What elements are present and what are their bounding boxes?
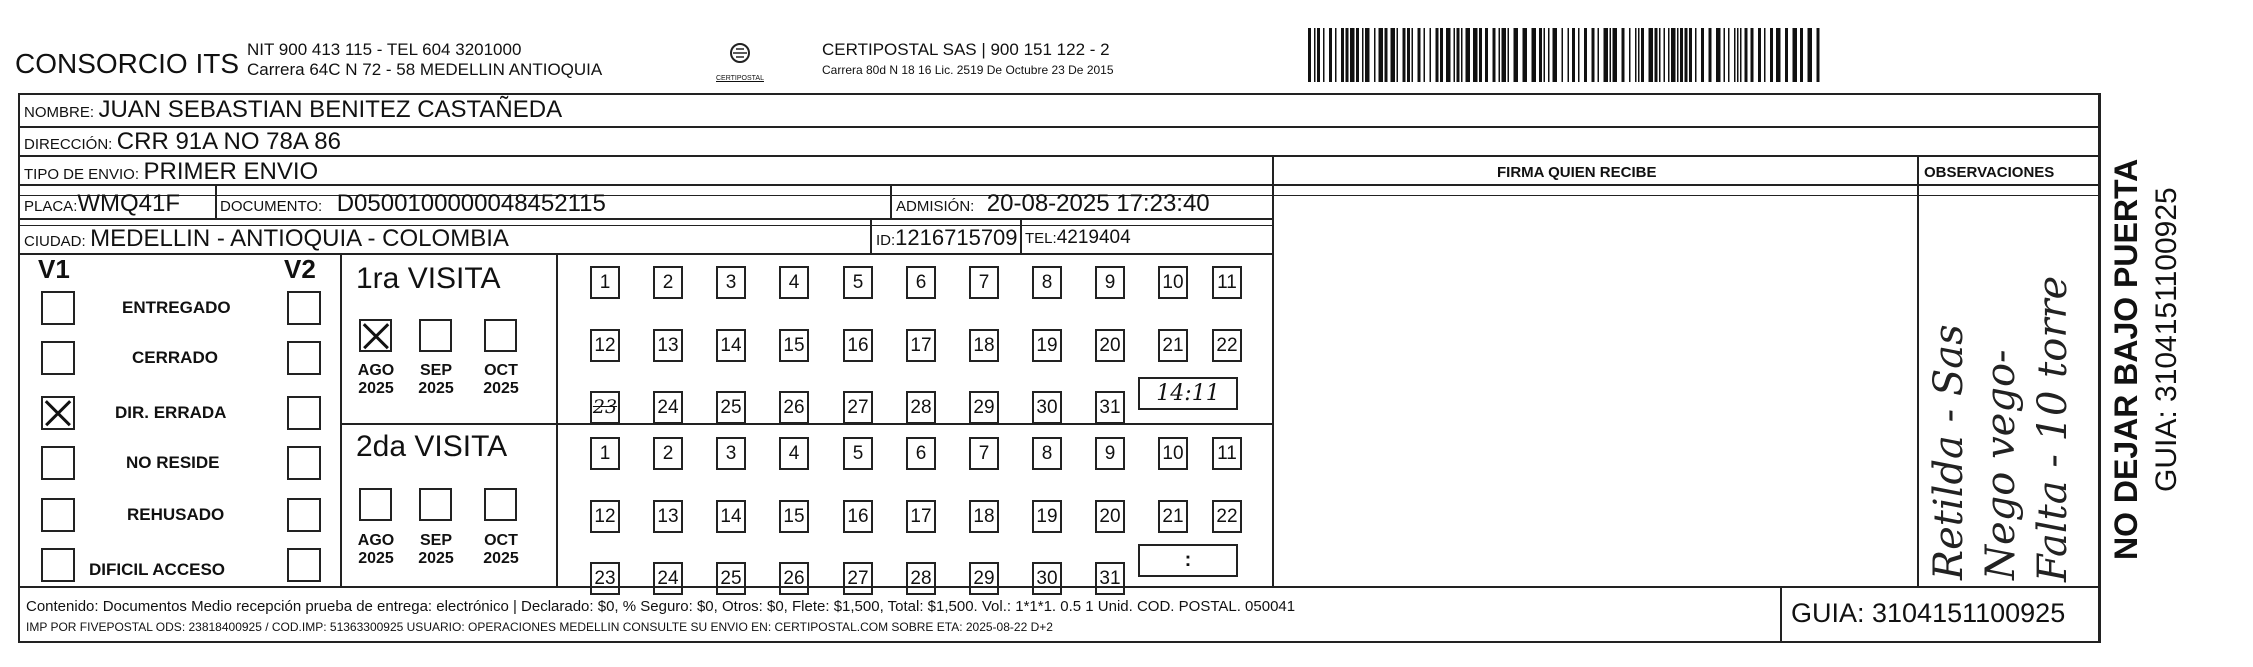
first-visit-month-ago-checkbox[interactable] [359,319,392,352]
first-visit-day-3[interactable]: 3 [716,266,746,299]
nombre-value: JUAN SEBASTIAN BENITEZ CASTAÑEDA [98,96,563,123]
direccion-label: DIRECCIÓN: [24,136,113,153]
divider [340,253,342,587]
company-contact [247,40,602,80]
direccion-value: CRR 91A NO 78A 86 [116,128,341,155]
first-visit-day-17[interactable]: 17 [906,329,936,362]
month-name: OCT [484,532,518,549]
id-value: 1216715709 [895,225,1018,250]
first-visit-day-26[interactable]: 26 [779,391,809,424]
first-visit-day-6[interactable]: 6 [906,266,936,299]
month-year: 2025 [483,380,519,397]
nombre-label: NOMBRE: [24,104,95,121]
logo-text: CERTIPOSTAL [716,75,764,82]
footer-contenido: Contenido: Documentos Medio recepción prueba de entrega: electrónico | Declarado: $0, % Seguro: $0, Otros: $0, Flete: $1,500, Total: $1,500. Vol.: 1*1*1. 0.5 1 Unid. COD. POSTAL. 050041 [26,598,1296,615]
certipostal-line: CERTIPOSTAL SAS | 900 151 122 - 2 [822,40,1110,59]
tipo-label: TIPO DE ENVIO: [24,166,140,183]
delivery-form-frame [18,93,2101,643]
second-visit-day-21[interactable]: 21 [1158,500,1188,533]
nit-line: NIT 900 413 115 - TEL 604 3201000 [247,40,522,59]
month-year: 2025 [483,550,519,567]
second-visit-day-6[interactable]: 6 [906,437,936,470]
first-visit-day-10[interactable]: 10 [1158,266,1188,299]
second-visit-month-oct [475,532,527,568]
first-visit-month-ago [350,362,402,398]
second-visit-day-9[interactable]: 9 [1095,437,1125,470]
nombre-row [24,96,562,124]
second-visit-day-10[interactable]: 10 [1158,437,1188,470]
second-visit-day-4[interactable]: 4 [779,437,809,470]
status-label-entregado: ENTREGADO [122,298,231,317]
v2-checkbox-dificil-acceso[interactable] [287,548,321,582]
logo-icon [712,38,768,72]
observation-line-3: Falta - 10 torre [2030,275,2076,582]
first-visit-day-23[interactable]: 23 [590,391,620,424]
second-visit-month-oct-checkbox[interactable] [484,488,517,521]
admision-row [896,190,1210,218]
divider [2098,93,2100,643]
admision-value: 20-08-2025 17:23:40 [986,190,1210,217]
second-visit-day-19[interactable]: 19 [1032,500,1062,533]
second-visit-day-8[interactable]: 8 [1032,437,1062,470]
first-visit-day-5[interactable]: 5 [843,266,873,299]
tel-row [1025,227,1131,249]
second-visit-day-1[interactable]: 1 [590,437,620,470]
first-visit-day-21[interactable]: 21 [1158,329,1188,362]
first-visit-day-19[interactable]: 19 [1032,329,1062,362]
second-visit-month-ago [350,532,402,568]
first-visit-day-9[interactable]: 9 [1095,266,1125,299]
documento-label: DOCUMENTO: [220,198,323,215]
first-visit-month-sep [410,362,462,398]
divider [1020,220,1022,254]
v2-checkbox-entregado[interactable] [287,291,321,325]
divider [890,186,892,220]
second-visit-month-ago-checkbox[interactable] [359,488,392,521]
divider [1917,157,1919,587]
second-visit-day-30[interactable]: 30 [1032,562,1062,595]
first-visit-month-sep-checkbox[interactable] [419,319,452,352]
v2-checkbox-cerrado[interactable] [287,341,321,375]
placa-row [24,190,180,218]
second-visit-day-7[interactable]: 7 [969,437,999,470]
barcode-icon [1308,28,1823,82]
v1-header: V1 [38,254,70,284]
second-visit-day-23[interactable]: 23 [590,562,620,595]
v1-checkbox-entregado[interactable] [41,291,75,325]
second-visit-day-17[interactable]: 17 [906,500,936,533]
tipo-row [24,158,318,186]
ciudad-value: MEDELLIN - ANTIOQUIA - COLOMBIA [90,225,509,252]
second-visit-day-3[interactable]: 3 [716,437,746,470]
second-visit-day-5[interactable]: 5 [843,437,873,470]
second-visit-day-15[interactable]: 15 [779,500,809,533]
certipostal-info [822,40,1114,80]
second-visit-time[interactable]: : [1138,544,1238,577]
first-visit-month-oct [475,362,527,398]
first-visit-day-14[interactable]: 14 [716,329,746,362]
id-row [876,225,1018,251]
first-visit-day-12[interactable]: 12 [590,329,620,362]
first-visit-day-29[interactable]: 29 [969,391,999,424]
month-year: 2025 [358,550,394,567]
first-visit-day-8[interactable]: 8 [1032,266,1062,299]
first-visit-title: 1ra VISITA [356,262,501,295]
month-year: 2025 [418,550,454,567]
status-label-dificil-acceso: DIFICIL ACCESO [89,560,226,579]
address-line: Carrera 64C N 72 - 58 MEDELLIN ANTIOQUIA [247,60,603,79]
first-visit-day-25[interactable]: 25 [716,391,746,424]
v1-checkbox-dir-errada[interactable] [41,396,75,430]
v1-checkbox-rehusado[interactable] [41,498,75,532]
second-visit-day-24[interactable]: 24 [653,562,683,595]
first-visit-time[interactable]: 14:11 [1138,377,1238,410]
second-visit-day-16[interactable]: 16 [843,500,873,533]
footer-imp: IMP POR FIVEPOSTAL ODS: 23818400925 / COD.IMP: 51363300925 USUARIO: OPERACIONES MEDELLIN CONSULTE SU ENVIO EN: CERTIPOSTAL.COM SOBRE ETA: 2025-08-22 D+2 [26,620,1053,634]
second-visit-day-31[interactable]: 31 [1095,562,1125,595]
status-label-rehusado: REHUSADO [127,505,225,524]
second-visit-day-22[interactable]: 22 [1212,500,1242,533]
certipostal-sub: Carrera 80d N 18 16 Lic. 2519 De Octubre 23 De 2015 [822,63,1114,77]
second-visit-day-27[interactable]: 27 [843,562,873,595]
first-visit-day-4[interactable]: 4 [779,266,809,299]
tipo-value: PRIMER ENVIO [143,158,319,185]
first-visit-day-30[interactable]: 30 [1032,391,1062,424]
month-name: SEP [419,532,452,549]
second-visit-day-2[interactable]: 2 [653,437,683,470]
admision-label: ADMISIÓN: [896,198,975,215]
side-guia: GUIA: 3104151100925 [2150,187,2183,492]
documento-row [220,190,606,218]
divider [215,186,217,220]
ciudad-row [24,225,509,253]
placa-value: WMQ41F [77,190,181,217]
second-visit-day-29[interactable]: 29 [969,562,999,595]
v1-checkbox-cerrado[interactable] [41,341,75,375]
no-dejar-warning: NO DEJAR BAJO PUERTA [2108,158,2144,560]
first-visit-day-2[interactable]: 2 [653,266,683,299]
second-visit-day-26[interactable]: 26 [779,562,809,595]
id-label: ID: [876,232,896,249]
status-label-dir-errada: DIR. ERRADA [115,403,227,422]
v2-checkbox-no-reside[interactable] [287,446,321,480]
v2-header: V2 [284,254,316,284]
second-visit-title: 2da VISITA [356,430,508,463]
status-label-cerrado: CERRADO [132,348,218,367]
first-visit-day-24[interactable]: 24 [653,391,683,424]
firma-label: FIRMA QUIEN RECIBE [1497,164,1657,181]
second-visit-day-13[interactable]: 13 [653,500,683,533]
observation-line-1: Retilda - Sas [1926,324,1972,580]
first-visit-day-15[interactable]: 15 [779,329,809,362]
tel-label: TEL: [1025,230,1057,247]
first-visit-day-20[interactable]: 20 [1095,329,1125,362]
divider [1272,157,1274,587]
divider [18,253,1272,255]
second-visit-month-sep-checkbox[interactable] [419,488,452,521]
tel-value: 4219404 [1056,227,1131,248]
first-visit-day-1[interactable]: 1 [590,266,620,299]
month-year: 2025 [418,380,454,397]
v1-checkbox-dificil-acceso[interactable] [41,548,75,582]
second-visit-day-14[interactable]: 14 [716,500,746,533]
first-visit-day-27[interactable]: 27 [843,391,873,424]
status-label-no-reside: NO RESIDE [126,453,220,472]
ciudad-label: CIUDAD: [24,233,86,250]
v2-checkbox-rehusado[interactable] [287,498,321,532]
observaciones-label: OBSERVACIONES [1924,164,2055,181]
first-visit-day-11[interactable]: 11 [1212,266,1242,299]
first-visit-month-oct-checkbox[interactable] [484,319,517,352]
second-visit-day-18[interactable]: 18 [969,500,999,533]
second-visit-month-sep [410,532,462,568]
second-visit-day-25[interactable]: 25 [716,562,746,595]
first-visit-day-22[interactable]: 22 [1212,329,1242,362]
first-visit-day-18[interactable]: 18 [969,329,999,362]
direccion-row [24,128,341,156]
divider [870,220,872,254]
first-visit-day-13[interactable]: 13 [653,329,683,362]
divider [18,184,2101,186]
first-visit-day-31[interactable]: 31 [1095,391,1125,424]
second-visit-day-20[interactable]: 20 [1095,500,1125,533]
divider [556,253,558,587]
first-visit-day-16[interactable]: 16 [843,329,873,362]
v1-checkbox-no-reside[interactable] [41,446,75,480]
certipostal-logo [712,38,768,82]
placa-label: PLACA: [24,198,78,215]
observation-line-2: Nego vego- [1978,349,2024,580]
month-name: AGO [357,532,395,549]
divider [1780,588,1782,643]
documento-value: D0500100000048452115 [336,190,606,217]
second-visit-day-28[interactable]: 28 [906,562,936,595]
second-visit-day-12[interactable]: 12 [590,500,620,533]
first-visit-day-28[interactable]: 28 [906,391,936,424]
month-year: 2025 [358,380,394,397]
month-name: AGO [357,362,395,379]
divider [18,218,1272,220]
month-name: SEP [419,362,452,379]
first-visit-day-7[interactable]: 7 [969,266,999,299]
company-name: CONSORCIO ITS [15,48,240,79]
month-name: OCT [484,362,518,379]
footer-guia: GUIA: 3104151100925 [1791,598,2066,628]
second-visit-day-11[interactable]: 11 [1212,437,1242,470]
v2-checkbox-dir-errada[interactable] [287,396,321,430]
